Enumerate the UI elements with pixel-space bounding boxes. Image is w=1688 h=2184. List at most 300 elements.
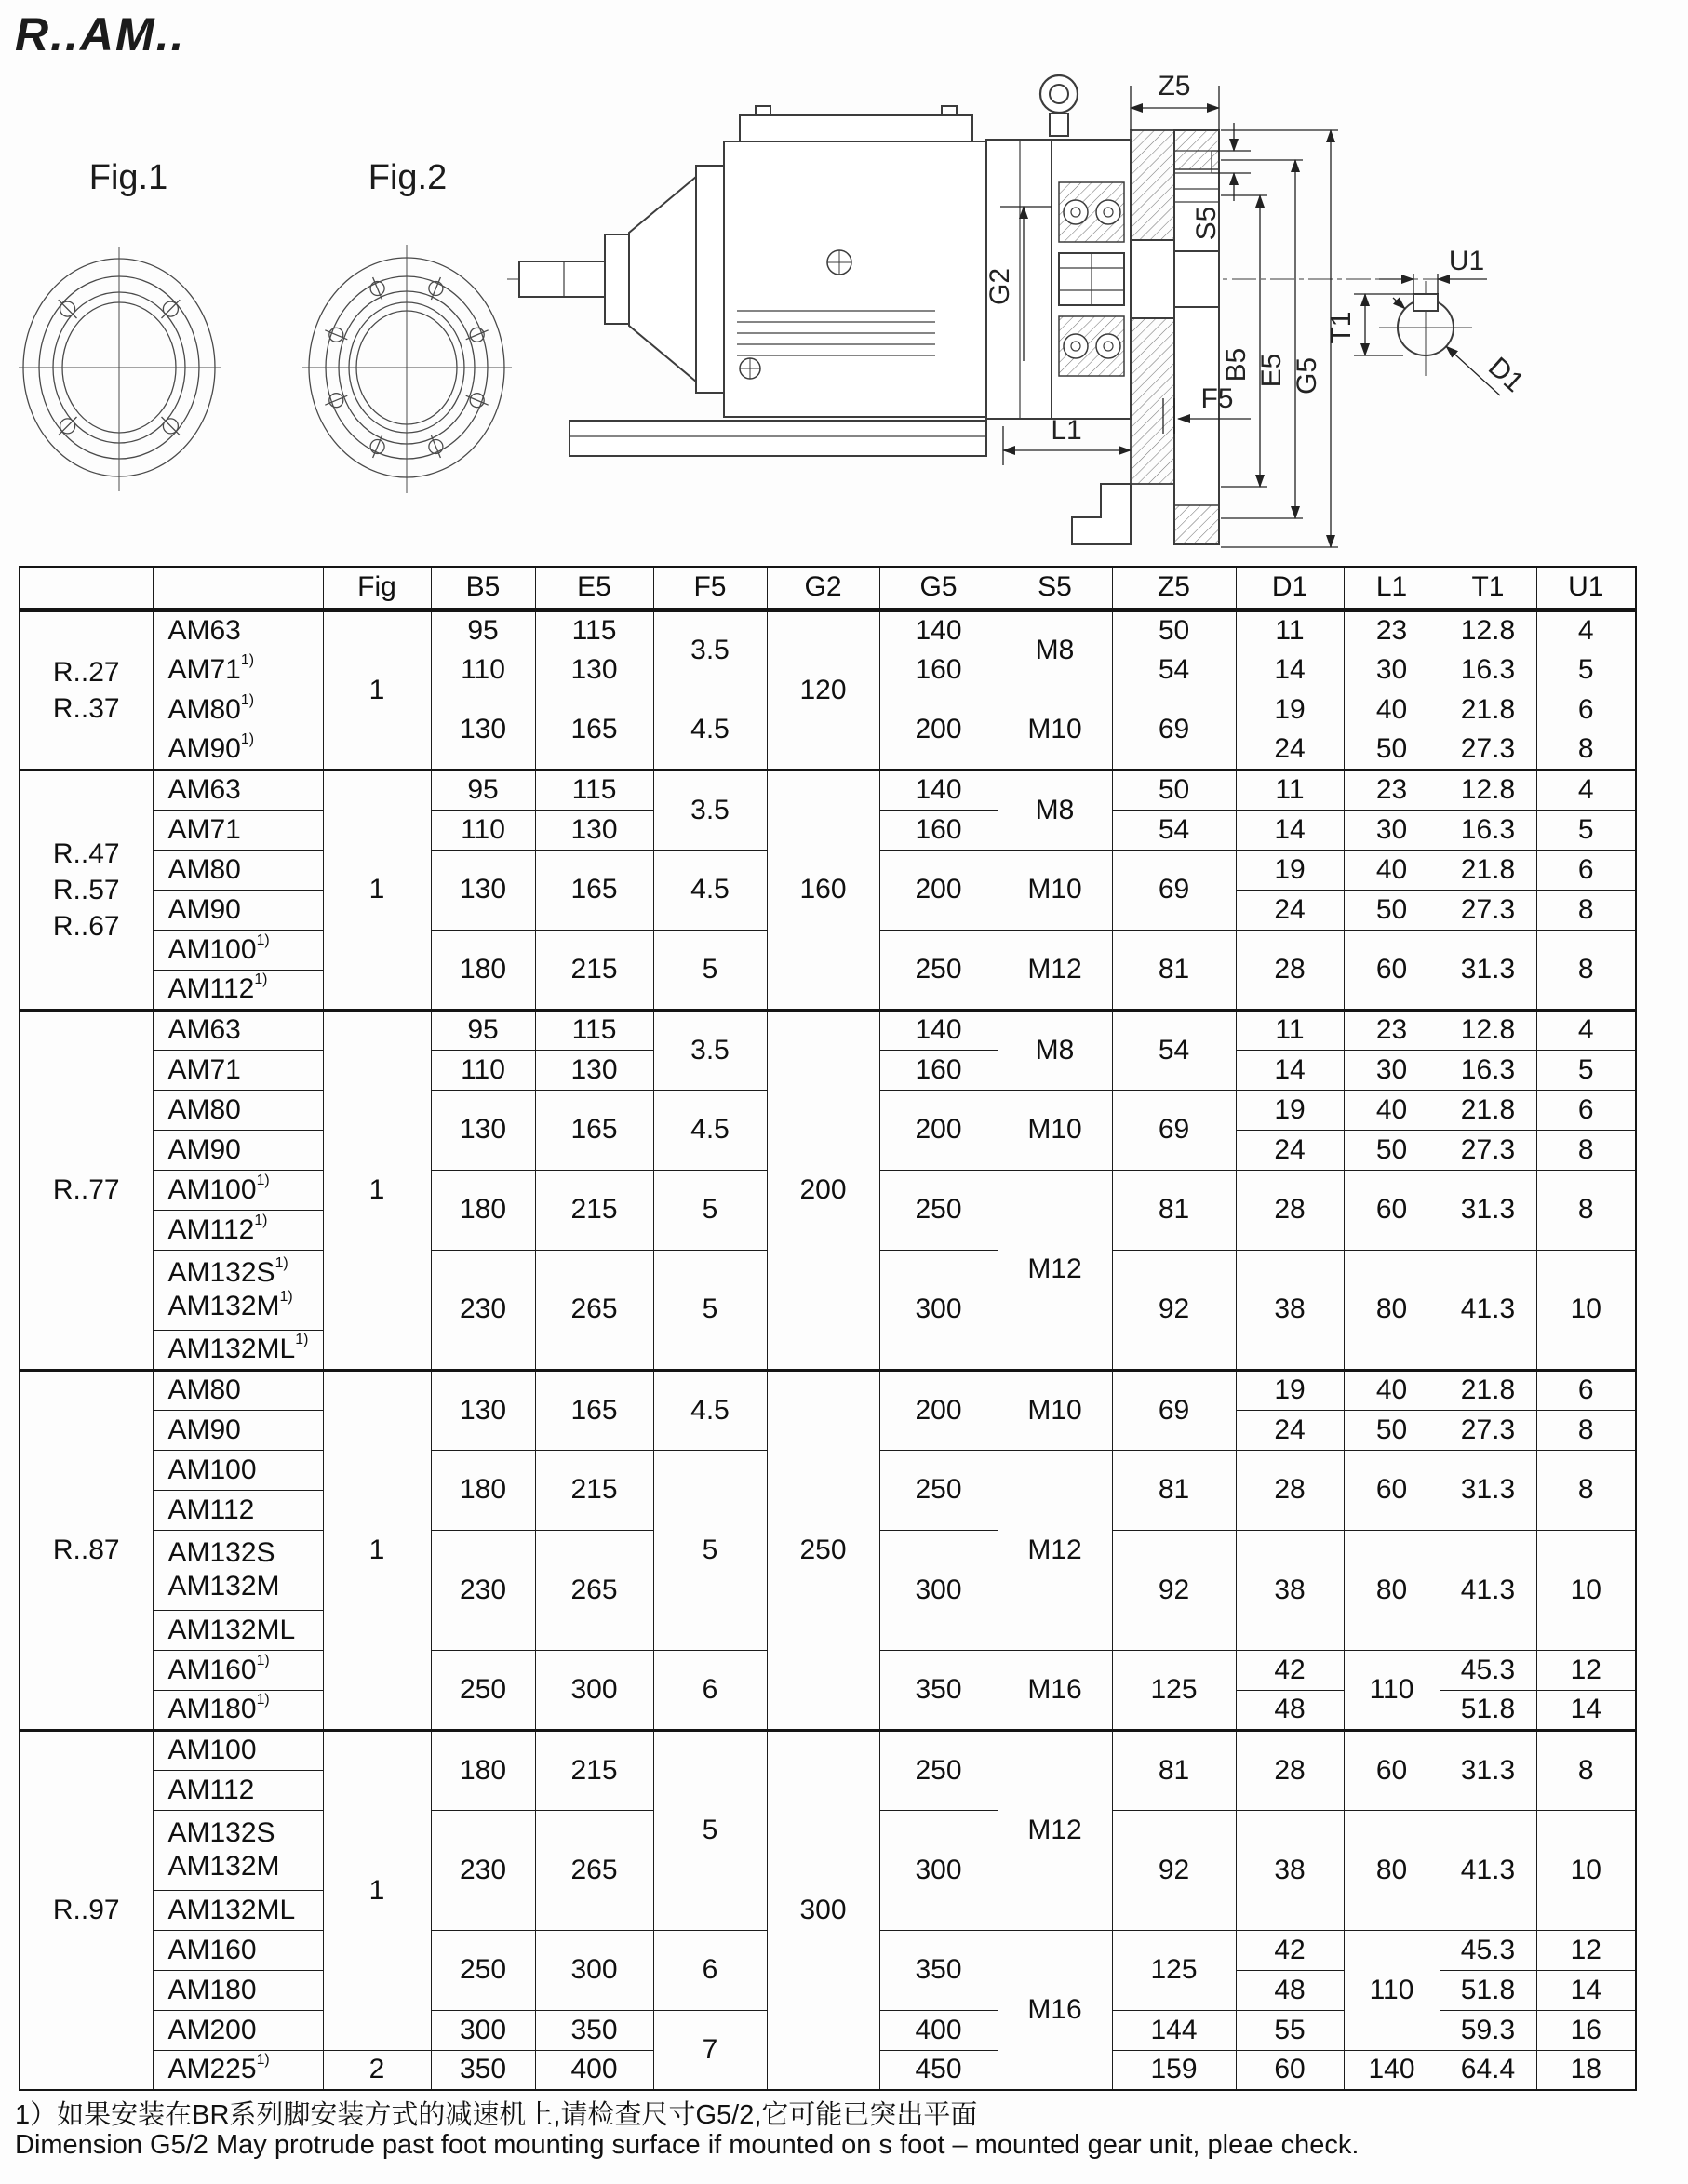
- value-cell: 180: [431, 1730, 535, 1810]
- value-cell: M12: [998, 1730, 1112, 1930]
- value-cell: 18: [1536, 2050, 1636, 2090]
- dim-label-u1: U1: [1448, 246, 1485, 276]
- row-group-label: R..97: [20, 1730, 153, 2090]
- model-cell: AM132S AM132M: [153, 1530, 323, 1610]
- value-cell: 4.5: [653, 850, 767, 930]
- value-cell: 4.5: [653, 1370, 767, 1450]
- dim-label-d1: D1: [1482, 351, 1530, 399]
- value-cell: 250: [767, 1370, 879, 1730]
- value-cell: M12: [998, 1170, 1112, 1370]
- flange-figure-1: [19, 247, 221, 491]
- value-cell: 14: [1236, 650, 1344, 690]
- value-cell: 31.3: [1440, 1450, 1536, 1530]
- value-cell: 250: [879, 930, 998, 1010]
- dim-label-g5: G5: [1292, 356, 1322, 395]
- dim-label-e5: E5: [1256, 353, 1287, 388]
- value-cell: 7: [653, 2010, 767, 2090]
- model-cell: AM90: [153, 1410, 323, 1450]
- value-cell: M16: [998, 1650, 1112, 1730]
- value-cell: 4.5: [653, 690, 767, 770]
- model-cell: AM180: [153, 1970, 323, 2010]
- value-cell: 60: [1344, 1170, 1440, 1250]
- value-cell: 115: [535, 610, 653, 650]
- value-cell: 3.5: [653, 770, 767, 850]
- value-cell: 8: [1536, 1170, 1636, 1250]
- value-cell: 5: [1536, 1050, 1636, 1090]
- value-cell: 250: [879, 1730, 998, 1810]
- row-group-label: R..87: [20, 1370, 153, 1730]
- value-cell: 55: [1236, 2010, 1344, 2050]
- value-cell: 38: [1236, 1250, 1344, 1370]
- value-cell: 300: [879, 1530, 998, 1650]
- value-cell: 300: [767, 1730, 879, 2090]
- value-cell: 180: [431, 930, 535, 1010]
- value-cell: 24: [1236, 1130, 1344, 1170]
- value-cell: 180: [431, 1170, 535, 1250]
- value-cell: 41.3: [1440, 1810, 1536, 1930]
- value-cell: M10: [998, 1370, 1112, 1450]
- value-cell: 130: [535, 1050, 653, 1090]
- value-cell: 92: [1112, 1530, 1236, 1650]
- value-cell: 42: [1236, 1650, 1344, 1690]
- value-cell: 60: [1344, 930, 1440, 1010]
- value-cell: 60: [1344, 1450, 1440, 1530]
- value-cell: 215: [535, 1170, 653, 1250]
- value-cell: 51.8: [1440, 1970, 1536, 2010]
- value-cell: 5: [653, 1450, 767, 1650]
- value-cell: 28: [1236, 1730, 1344, 1810]
- model-cell: AM90: [153, 1130, 323, 1170]
- value-cell: 24: [1236, 890, 1344, 930]
- value-cell: 6: [1536, 850, 1636, 890]
- dim-label-g2: G2: [985, 267, 1015, 306]
- model-cell: AM132ML$^{1)}$: [153, 1330, 323, 1370]
- value-cell: 140: [1344, 2050, 1440, 2090]
- value-cell: 300: [431, 2010, 535, 2050]
- column-header: D1: [1236, 567, 1344, 610]
- value-cell: 6: [1536, 1370, 1636, 1410]
- value-cell: 80: [1344, 1810, 1440, 1930]
- value-cell: 300: [879, 1810, 998, 1930]
- flange-figure-2: [302, 245, 512, 493]
- value-cell: 2: [323, 2050, 431, 2090]
- model-cell: AM90$^{1)}$: [153, 730, 323, 770]
- column-header: Fig: [323, 567, 431, 610]
- value-cell: 1: [323, 770, 431, 1010]
- value-cell: 1: [323, 1370, 431, 1730]
- value-cell: 140: [879, 1010, 998, 1050]
- value-cell: 160: [879, 810, 998, 850]
- value-cell: M8: [998, 770, 1112, 850]
- value-cell: 50: [1344, 730, 1440, 770]
- value-cell: 38: [1236, 1530, 1344, 1650]
- column-header: S5: [998, 567, 1112, 610]
- value-cell: 11: [1236, 1010, 1344, 1050]
- model-cell: AM80$^{1)}$: [153, 690, 323, 730]
- value-cell: 8: [1536, 930, 1636, 1010]
- value-cell: 21.8: [1440, 1090, 1536, 1130]
- value-cell: 80: [1344, 1530, 1440, 1650]
- value-cell: 24: [1236, 1410, 1344, 1450]
- value-cell: 50: [1112, 610, 1236, 650]
- footnote-chinese: 1）如果安装在BR系列脚安装方式的减速机上,请检查尺寸G5/2,它可能已突出平面: [15, 2100, 978, 2130]
- technical-drawing: [0, 0, 1688, 558]
- dimensions-table: [19, 566, 1637, 2091]
- value-cell: 19: [1236, 690, 1344, 730]
- value-cell: 165: [535, 1370, 653, 1450]
- value-cell: 5: [653, 930, 767, 1010]
- value-cell: M12: [998, 930, 1112, 1010]
- dim-label-f5: F5: [1200, 383, 1234, 414]
- model-cell: $AM132S^{1)}$ $AM132M^{1)}$: [153, 1250, 323, 1330]
- value-cell: 8: [1536, 1730, 1636, 1810]
- value-cell: 50: [1344, 1130, 1440, 1170]
- value-cell: 6: [1536, 1090, 1636, 1130]
- value-cell: 300: [535, 1650, 653, 1730]
- value-cell: 19: [1236, 850, 1344, 890]
- value-cell: 23: [1344, 770, 1440, 810]
- fig1-label: Fig.1: [88, 158, 168, 197]
- value-cell: 130: [431, 1090, 535, 1170]
- value-cell: 115: [535, 770, 653, 810]
- row-group-label: R..47 R..57 R..67: [20, 770, 153, 1010]
- value-cell: 1: [323, 1730, 431, 2050]
- dim-label-t1: T1: [1326, 311, 1357, 344]
- value-cell: 92: [1112, 1810, 1236, 1930]
- dim-label-s5: S5: [1191, 206, 1222, 241]
- value-cell: 350: [879, 1650, 998, 1730]
- value-cell: 45.3: [1440, 1650, 1536, 1690]
- value-cell: 130: [535, 810, 653, 850]
- value-cell: 140: [879, 610, 998, 650]
- value-cell: 130: [431, 850, 535, 930]
- value-cell: 41.3: [1440, 1530, 1536, 1650]
- value-cell: 95: [431, 770, 535, 810]
- model-cell: AM160: [153, 1930, 323, 1970]
- value-cell: 40: [1344, 1370, 1440, 1410]
- model-cell: AM100: [153, 1450, 323, 1490]
- value-cell: 12.8: [1440, 770, 1536, 810]
- value-cell: 180: [431, 1450, 535, 1530]
- value-cell: 69: [1112, 1090, 1236, 1170]
- value-cell: 12: [1536, 1930, 1636, 1970]
- value-cell: 54: [1112, 1010, 1236, 1090]
- value-cell: 250: [431, 1930, 535, 2010]
- model-cell: AM180$^{1)}$: [153, 1690, 323, 1730]
- model-cell: AM63: [153, 610, 323, 650]
- column-header: B5: [431, 567, 535, 610]
- model-cell: AM200: [153, 2010, 323, 2050]
- value-cell: 12: [1536, 1650, 1636, 1690]
- value-cell: 16.3: [1440, 650, 1536, 690]
- value-cell: 38: [1236, 1810, 1344, 1930]
- value-cell: 40: [1344, 690, 1440, 730]
- value-cell: 81: [1112, 930, 1236, 1010]
- value-cell: 81: [1112, 1450, 1236, 1530]
- value-cell: 5: [1536, 810, 1636, 850]
- value-cell: M16: [998, 1930, 1112, 2090]
- value-cell: 200: [879, 690, 998, 770]
- value-cell: 64.4: [1440, 2050, 1536, 2090]
- value-cell: 81: [1112, 1170, 1236, 1250]
- value-cell: 50: [1344, 890, 1440, 930]
- column-header: E5: [535, 567, 653, 610]
- value-cell: 60: [1236, 2050, 1344, 2090]
- value-cell: 230: [431, 1810, 535, 1930]
- model-cell: AM80: [153, 850, 323, 890]
- value-cell: 215: [535, 1450, 653, 1530]
- value-cell: 40: [1344, 1090, 1440, 1130]
- value-cell: M10: [998, 1090, 1112, 1170]
- row-group-label: R..77: [20, 1010, 153, 1370]
- value-cell: 21.8: [1440, 850, 1536, 890]
- column-header: G5: [879, 567, 998, 610]
- model-cell: AM112$^{1)}$: [153, 970, 323, 1010]
- value-cell: 165: [535, 850, 653, 930]
- value-cell: 31.3: [1440, 1730, 1536, 1810]
- value-cell: 265: [535, 1250, 653, 1370]
- value-cell: 41.3: [1440, 1250, 1536, 1370]
- value-cell: 59.3: [1440, 2010, 1536, 2050]
- value-cell: 110: [431, 1050, 535, 1090]
- value-cell: M10: [998, 690, 1112, 770]
- value-cell: 250: [879, 1450, 998, 1530]
- value-cell: 30: [1344, 650, 1440, 690]
- value-cell: 4.5: [653, 1090, 767, 1170]
- value-cell: 27.3: [1440, 730, 1536, 770]
- value-cell: 300: [535, 1930, 653, 2010]
- value-cell: 10: [1536, 1530, 1636, 1650]
- value-cell: 110: [1344, 1650, 1440, 1730]
- value-cell: 28: [1236, 1170, 1344, 1250]
- value-cell: 125: [1112, 1650, 1236, 1730]
- value-cell: 12.8: [1440, 610, 1536, 650]
- page-title: R..AM..: [15, 8, 186, 60]
- fig2-label: Fig.2: [368, 158, 448, 197]
- value-cell: 5: [653, 1170, 767, 1250]
- value-cell: 265: [535, 1530, 653, 1650]
- table-header: [20, 567, 1636, 610]
- value-cell: 250: [879, 1170, 998, 1250]
- value-cell: 5: [653, 1250, 767, 1370]
- value-cell: 19: [1236, 1090, 1344, 1130]
- value-cell: 125: [1112, 1930, 1236, 2010]
- value-cell: 81: [1112, 1730, 1236, 1810]
- dim-label-l1: L1: [1051, 415, 1082, 446]
- value-cell: 250: [431, 1650, 535, 1730]
- model-cell: AM132ML: [153, 1890, 323, 1930]
- value-cell: 4: [1536, 1010, 1636, 1050]
- value-cell: 350: [431, 2050, 535, 2090]
- value-cell: 110: [431, 810, 535, 850]
- value-cell: 130: [431, 1370, 535, 1450]
- value-cell: 200: [879, 1090, 998, 1170]
- value-cell: 27.3: [1440, 1410, 1536, 1450]
- value-cell: 8: [1536, 730, 1636, 770]
- value-cell: 110: [1344, 1930, 1440, 2050]
- value-cell: 42: [1236, 1930, 1344, 1970]
- value-cell: 165: [535, 690, 653, 770]
- dim-label-z5: Z5: [1158, 71, 1191, 101]
- value-cell: 159: [1112, 2050, 1236, 2090]
- value-cell: 30: [1344, 810, 1440, 850]
- value-cell: 95: [431, 610, 535, 650]
- value-cell: 8: [1536, 1410, 1636, 1450]
- value-cell: 40: [1344, 850, 1440, 890]
- value-cell: 130: [431, 690, 535, 770]
- gear-unit-side-view: [507, 75, 1454, 544]
- row-group-label: R..27 R..37: [20, 610, 153, 770]
- value-cell: 400: [535, 2050, 653, 2090]
- value-cell: 28: [1236, 930, 1344, 1010]
- column-header: T1: [1440, 567, 1536, 610]
- dim-label-b5: B5: [1221, 347, 1252, 382]
- column-header: L1: [1344, 567, 1440, 610]
- value-cell: 19: [1236, 1370, 1344, 1410]
- column-header: [20, 567, 153, 610]
- value-cell: 50: [1112, 770, 1236, 810]
- value-cell: 48: [1236, 1690, 1344, 1730]
- value-cell: 3.5: [653, 610, 767, 690]
- value-cell: 11: [1236, 770, 1344, 810]
- value-cell: 6: [1536, 690, 1636, 730]
- model-cell: AM100$^{1)}$: [153, 930, 323, 970]
- value-cell: 31.3: [1440, 1170, 1536, 1250]
- value-cell: 450: [879, 2050, 998, 2090]
- column-header: Z5: [1112, 567, 1236, 610]
- value-cell: 14: [1236, 810, 1344, 850]
- value-cell: 350: [879, 1930, 998, 2010]
- model-cell: AM160$^{1)}$: [153, 1650, 323, 1690]
- value-cell: 200: [879, 850, 998, 930]
- value-cell: 215: [535, 930, 653, 1010]
- value-cell: 230: [431, 1530, 535, 1650]
- value-cell: 21.8: [1440, 690, 1536, 730]
- value-cell: M8: [998, 610, 1112, 690]
- value-cell: 16: [1536, 2010, 1636, 2050]
- value-cell: 6: [653, 1930, 767, 2010]
- value-cell: 60: [1344, 1730, 1440, 1810]
- value-cell: 92: [1112, 1250, 1236, 1370]
- value-cell: 300: [879, 1250, 998, 1370]
- model-cell: AM63: [153, 770, 323, 810]
- model-cell: AM90: [153, 890, 323, 930]
- value-cell: M12: [998, 1450, 1112, 1650]
- shaft-key-detail: [1354, 274, 1500, 395]
- value-cell: 31.3: [1440, 930, 1536, 1010]
- value-cell: 120: [767, 610, 879, 770]
- table-body: [20, 610, 1636, 2090]
- value-cell: 27.3: [1440, 1130, 1536, 1170]
- value-cell: 200: [767, 1010, 879, 1370]
- value-cell: M8: [998, 1010, 1112, 1090]
- value-cell: 10: [1536, 1810, 1636, 1930]
- column-header: G2: [767, 567, 879, 610]
- value-cell: 16.3: [1440, 1050, 1536, 1090]
- value-cell: 45.3: [1440, 1930, 1536, 1970]
- model-cell: AM71$^{1)}$: [153, 650, 323, 690]
- value-cell: 28: [1236, 1450, 1344, 1530]
- model-cell: AM225$^{1)}$: [153, 2050, 323, 2090]
- value-cell: 51.8: [1440, 1690, 1536, 1730]
- value-cell: 215: [535, 1730, 653, 1810]
- value-cell: 21.8: [1440, 1370, 1536, 1410]
- value-cell: 14: [1536, 1970, 1636, 2010]
- model-cell: AM112: [153, 1490, 323, 1530]
- value-cell: 69: [1112, 690, 1236, 770]
- model-cell: AM112: [153, 1770, 323, 1810]
- value-cell: 160: [879, 650, 998, 690]
- value-cell: 230: [431, 1250, 535, 1370]
- footnote-english: Dimension G5/2 May protrude past foot mounting surface if mounted on s foot – mounted gear unit, pleae check.: [15, 2130, 1360, 2160]
- value-cell: 265: [535, 1810, 653, 1930]
- value-cell: 23: [1344, 1010, 1440, 1050]
- value-cell: 1: [323, 610, 431, 770]
- value-cell: 160: [879, 1050, 998, 1090]
- model-cell: AM71: [153, 1050, 323, 1090]
- model-cell: AM80: [153, 1090, 323, 1130]
- value-cell: 24: [1236, 730, 1344, 770]
- model-cell: AM100$^{1)}$: [153, 1170, 323, 1210]
- value-cell: 69: [1112, 1370, 1236, 1450]
- value-cell: 10: [1536, 1250, 1636, 1370]
- value-cell: 130: [535, 650, 653, 690]
- value-cell: 8: [1536, 1130, 1636, 1170]
- model-cell: AM112$^{1)}$: [153, 1210, 323, 1250]
- value-cell: 200: [879, 1370, 998, 1450]
- value-cell: 3.5: [653, 1010, 767, 1090]
- value-cell: 5: [1536, 650, 1636, 690]
- value-cell: 140: [879, 770, 998, 810]
- value-cell: 14: [1236, 1050, 1344, 1090]
- value-cell: 165: [535, 1090, 653, 1170]
- value-cell: 6: [653, 1650, 767, 1730]
- model-cell: AM132ML: [153, 1610, 323, 1650]
- value-cell: 12.8: [1440, 1010, 1536, 1050]
- value-cell: 54: [1112, 810, 1236, 850]
- model-cell: AM63: [153, 1010, 323, 1050]
- model-cell: AM100: [153, 1730, 323, 1770]
- value-cell: 8: [1536, 890, 1636, 930]
- column-header: [153, 567, 323, 610]
- value-cell: 160: [767, 770, 879, 1010]
- value-cell: 80: [1344, 1250, 1440, 1370]
- model-cell: AM80: [153, 1370, 323, 1410]
- column-header: U1: [1536, 567, 1636, 610]
- value-cell: 69: [1112, 850, 1236, 930]
- model-cell: AM71: [153, 810, 323, 850]
- value-cell: 350: [535, 2010, 653, 2050]
- value-cell: 48: [1236, 1970, 1344, 2010]
- column-header: F5: [653, 567, 767, 610]
- value-cell: 14: [1536, 1690, 1636, 1730]
- value-cell: 50: [1344, 1410, 1440, 1450]
- value-cell: 54: [1112, 650, 1236, 690]
- value-cell: 16.3: [1440, 810, 1536, 850]
- value-cell: 4: [1536, 610, 1636, 650]
- value-cell: 115: [535, 1010, 653, 1050]
- value-cell: 8: [1536, 1450, 1636, 1530]
- value-cell: M10: [998, 850, 1112, 930]
- value-cell: 400: [879, 2010, 998, 2050]
- value-cell: 27.3: [1440, 890, 1536, 930]
- value-cell: 110: [431, 650, 535, 690]
- value-cell: 4: [1536, 770, 1636, 810]
- value-cell: 30: [1344, 1050, 1440, 1090]
- value-cell: 95: [431, 1010, 535, 1050]
- model-cell: AM132S AM132M: [153, 1810, 323, 1890]
- value-cell: 1: [323, 1010, 431, 1370]
